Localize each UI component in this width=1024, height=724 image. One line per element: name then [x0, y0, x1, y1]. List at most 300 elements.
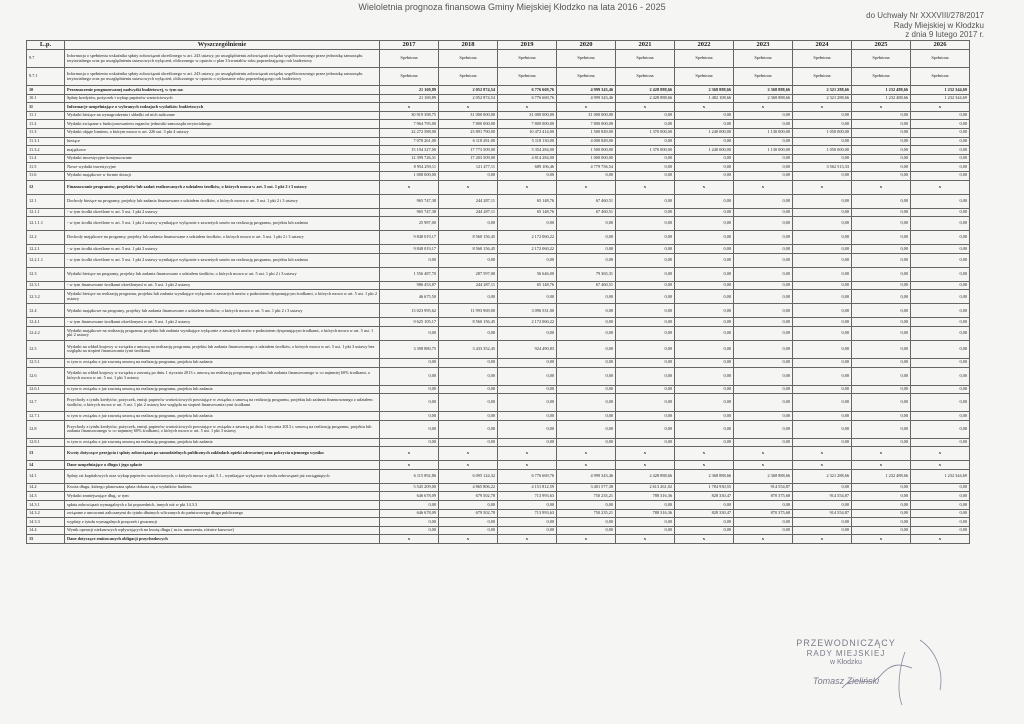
row-value: 0,00 [793, 367, 852, 385]
row-value: 0,00 [675, 367, 734, 385]
row-value: x [498, 461, 557, 470]
row-value: 0,00 [557, 438, 616, 447]
row-value: 0,00 [911, 526, 970, 535]
row-value: 965 747,38 [380, 208, 439, 217]
row-value: Spełniona [911, 50, 970, 68]
row-description: - w tym środki określone w art. 5 ust. 1 pkt 2 ustawy [65, 245, 380, 254]
row-value: 0,00 [498, 290, 557, 304]
row-value: 0,00 [734, 267, 793, 281]
row-value: x [498, 535, 557, 544]
row-value: 0,00 [675, 171, 734, 180]
row-value: x [380, 535, 439, 544]
row-value: 0,00 [675, 194, 734, 208]
row-value: Spełniona [675, 68, 734, 86]
row-value: 0,00 [793, 340, 852, 358]
row-value: 0,00 [616, 194, 675, 208]
row-value: 0,00 [734, 304, 793, 318]
row-value: 4 999 343,46 [557, 94, 616, 103]
row-value: x [616, 461, 675, 470]
row-number: 12.4.1 [27, 318, 65, 327]
row-value: 0,00 [734, 318, 793, 327]
row-value: 13 023 995,62 [380, 304, 439, 318]
row-value: Spełniona [734, 68, 793, 86]
row-value: x [911, 447, 970, 461]
row-value: x [557, 180, 616, 194]
row-description: Przeznaczenie prognozowanej nadwyżki budżetowej, w tym na: [65, 86, 380, 95]
row-value: 1 784 930,55 [675, 483, 734, 492]
row-value: 788 316,36 [616, 492, 675, 501]
row-description: w tym w związku z już zawartą umową na realizację programu, projektu lub zadania [65, 412, 380, 421]
row-description: Wydatki na wkład krajowy w związku z zawartą po dniu 1 stycznia 2013 r. umową na realizację programu, projektu lub zadania finansowanego w co najmniej 60% środkami, o których mowa w art. 5 ust. 1 pkt 3 ustawy [65, 367, 380, 385]
row-value: 0,00 [498, 385, 557, 394]
row-description: Wydatki majątkowe w formie dotacji [65, 171, 380, 180]
row-value: 713 993,63 [498, 492, 557, 501]
row-value: 0,00 [498, 358, 557, 367]
row-value: 244 287,11 [439, 208, 498, 217]
header-year: 2022 [675, 41, 734, 50]
row-number: 12.6 [27, 367, 65, 385]
header-year: 2025 [852, 41, 911, 50]
row-value: 0,00 [793, 171, 852, 180]
row-value: x [380, 103, 439, 112]
row-number: 11.3.2 [27, 146, 65, 155]
row-number: 14 [27, 461, 65, 470]
row-value: 0,00 [911, 217, 970, 231]
row-value: 2 368 888,66 [734, 469, 793, 483]
row-value: 5 545 209,00 [380, 483, 439, 492]
row-value: 0,00 [911, 194, 970, 208]
row-value: Spełniona [852, 68, 911, 86]
row-value: Spełniona [439, 68, 498, 86]
row-value: 56 646,00 [498, 267, 557, 281]
row-value: 244 287,11 [439, 281, 498, 290]
row-value: 0,00 [734, 154, 793, 163]
row-number: 12.1.1.1 [27, 217, 65, 231]
row-value: Spełniona [557, 50, 616, 68]
row-value: 67 460,51 [557, 281, 616, 290]
row-value: 8 954 259,11 [380, 163, 439, 172]
row-value: 0,00 [380, 420, 439, 438]
row-value: 750 235,21 [557, 509, 616, 518]
header-lp: L.p. [27, 41, 65, 50]
row-value: 0,00 [675, 385, 734, 394]
row-number: 12.5.1 [27, 358, 65, 367]
row-value: 0,00 [793, 501, 852, 510]
row-value: 0,00 [380, 253, 439, 267]
row-value: 5 354 284,00 [498, 146, 557, 155]
row-value: 0,00 [616, 267, 675, 281]
row-value: x [616, 180, 675, 194]
row-value: 3 562 513,33 [793, 163, 852, 172]
row-value: 46 675,50 [380, 290, 439, 304]
row-value: Spełniona [439, 50, 498, 68]
row-value: 1 482 108,66 [675, 94, 734, 103]
row-description: Dochody bieżące na programy, projekty lub zadania finansowane z udziałem środków, o których mowa w art. 5 ust. 1 pkt 2 i 3 ustawy [65, 194, 380, 208]
row-value: x [439, 447, 498, 461]
row-value: 3 401 577,38 [557, 483, 616, 492]
row-value: 0,00 [439, 518, 498, 527]
row-value: 2 613 261,02 [616, 483, 675, 492]
row-value: 1 130 000,00 [734, 146, 793, 155]
row-value: 0,00 [675, 120, 734, 129]
row-description: Przychody z tytułu kredytów, pożyczek, emisji papierów wartościowych powstające w związku z zawartą po dniu 1 stycznia 2013 r. umową na realizację programu, projektu lub zadania finansowanego w co najmniej 60% środkami, o których mowa w art. 5 ust. 1 pkt 3 ustawy [65, 420, 380, 438]
row-value: 0,00 [439, 394, 498, 412]
header-year: 2017 [380, 41, 439, 50]
row-value: 0,00 [911, 358, 970, 367]
row-value: 0,00 [911, 340, 970, 358]
row-value: x [675, 461, 734, 470]
row-value: 788 316,36 [616, 509, 675, 518]
row-value: x [852, 461, 911, 470]
row-number: 12.1 [27, 194, 65, 208]
row-value: x [852, 180, 911, 194]
row-value: 0,00 [616, 367, 675, 385]
row-value: 0,00 [380, 526, 439, 535]
row-value: 0,00 [498, 438, 557, 447]
row-value: 1 240 000,00 [675, 128, 734, 137]
row-value: 7 800 000,00 [498, 120, 557, 129]
row-value: 0,00 [911, 281, 970, 290]
row-value: x [439, 461, 498, 470]
row-value: 0,00 [734, 253, 793, 267]
row-value: 0,00 [675, 231, 734, 245]
row-value: 0,00 [557, 367, 616, 385]
row-number: 12.3.2 [27, 290, 65, 304]
row-value: 0,00 [616, 208, 675, 217]
row-value: 870 375,68 [734, 492, 793, 501]
row-value: 0,00 [793, 208, 852, 217]
row-value: 0,00 [675, 318, 734, 327]
row-value: 0,00 [793, 253, 852, 267]
row-value: 1 500 000,00 [557, 146, 616, 155]
row-value: 2 052 874,54 [439, 86, 498, 95]
row-value: 0,00 [498, 420, 557, 438]
row-value: 0,00 [734, 111, 793, 120]
row-value: 0,00 [852, 526, 911, 535]
row-value: x [734, 535, 793, 544]
row-value: 0,00 [616, 245, 675, 254]
row-number: 12.8 [27, 420, 65, 438]
row-value: 1 240 000,00 [675, 146, 734, 155]
row-value: 0,00 [616, 111, 675, 120]
row-value: 67 460,51 [557, 208, 616, 217]
row-value: x [911, 535, 970, 544]
row-value: 0,00 [734, 290, 793, 304]
row-description: spłata zobowiązań wymagalnych z lat poprzednich, innych niż w pkt 14.3.3 [65, 501, 380, 510]
row-value: Spełniona [793, 68, 852, 86]
row-value: 2 321 288,66 [793, 94, 852, 103]
row-number: 10 [27, 86, 65, 95]
row-value: 689 106,46 [498, 163, 557, 172]
row-value: Spełniona [498, 68, 557, 86]
row-value: x [616, 535, 675, 544]
row-value: 7 800 000,00 [557, 120, 616, 129]
row-number: 12.3.1 [27, 281, 65, 290]
row-value: 21 169,89 [380, 94, 439, 103]
row-number: 11.4 [27, 154, 65, 163]
row-value: 1 232 488,66 [852, 94, 911, 103]
row-value: 287 597,00 [439, 267, 498, 281]
row-description: Informacje uzupełniające o wybranych rodzajach wydatków budżetowych [65, 103, 380, 112]
row-value: 2 321 288,66 [793, 469, 852, 483]
row-value: x [852, 103, 911, 112]
row-value: 0,00 [852, 146, 911, 155]
row-value: 0,00 [852, 509, 911, 518]
row-value: Spełniona [675, 50, 734, 68]
row-value: 8 560 156,45 [439, 245, 498, 254]
row-value: x [793, 103, 852, 112]
row-value: x [557, 447, 616, 461]
header-year: 2024 [793, 41, 852, 50]
row-value: 0,00 [675, 526, 734, 535]
row-value: 23 891 790,00 [439, 128, 498, 137]
row-value: 0,00 [675, 163, 734, 172]
row-value: 65 148,76 [498, 281, 557, 290]
row-description: Wydatki związane z funkcjonowaniem organów jednostki samorządu terytorialnego [65, 120, 380, 129]
row-value: 0,00 [911, 304, 970, 318]
row-description: Wydatki objęte limitem, o którym mowa w art. 226 ust. 3 pkt 4 ustawy [65, 128, 380, 137]
row-value: 0,00 [911, 111, 970, 120]
row-value: 2 428 888,66 [616, 94, 675, 103]
row-value: 0,00 [439, 526, 498, 535]
row-value: 679 502,78 [439, 492, 498, 501]
row-value: 870 375,68 [734, 509, 793, 518]
row-value: 0,00 [911, 492, 970, 501]
row-number: 11.3.1 [27, 137, 65, 146]
row-value: 0,00 [675, 518, 734, 527]
row-description: Dane uzupełniające o długu i jego spłacie [65, 461, 380, 470]
row-value: 0,00 [793, 137, 852, 146]
row-value: 0,00 [911, 385, 970, 394]
row-value: 7 964 795,00 [380, 120, 439, 129]
row-value: 0,00 [793, 526, 852, 535]
row-value: Spełniona [380, 68, 439, 86]
row-number: 12.8.1 [27, 438, 65, 447]
row-value: 0,00 [675, 340, 734, 358]
row-value: 1 500 849,00 [557, 128, 616, 137]
row-description: majątkowe [65, 146, 380, 155]
row-description: związane z umowami zaliczanymi do tytułu dłużnych wliczanych do państwowego długu publicznego [65, 509, 380, 518]
row-value: 0,00 [734, 281, 793, 290]
row-value: 0,00 [380, 367, 439, 385]
row-value: 1 050 000,00 [793, 146, 852, 155]
row-value: 0,00 [911, 245, 970, 254]
row-number: 12.4.2 [27, 326, 65, 340]
row-value: 0,00 [852, 120, 911, 129]
row-value: x [380, 180, 439, 194]
row-value: x [557, 535, 616, 544]
row-value: 0,00 [911, 318, 970, 327]
row-number: 12.1.1 [27, 208, 65, 217]
row-value: Spełniona [616, 50, 675, 68]
row-value: 0,00 [557, 245, 616, 254]
row-value: 0,00 [793, 217, 852, 231]
row-value: 646 678,09 [380, 509, 439, 518]
row-number: 11.3 [27, 128, 65, 137]
row-value: 2 172 060,22 [498, 245, 557, 254]
row-value: 0,00 [793, 420, 852, 438]
row-value: 0,00 [734, 412, 793, 421]
row-value: 31 000 000,00 [498, 111, 557, 120]
row-number: 12.2.1.1 [27, 253, 65, 267]
row-description: Informacja o spełnieniu wskaźnika spłaty zobowiązań określonego w art. 243 ustawy, po uwzględnieniu zobowiązań związku współtworzonego przez jednostkę samorządu terytorialnego oraz po uwzględnieniu ustawowych wyłączeń, obliczonego w oparciu o wykonanie roku poprzedzającego rok budżetowy [65, 68, 380, 86]
row-number: 12.7 [27, 394, 65, 412]
row-value: 0,00 [911, 509, 970, 518]
row-value: 0,00 [793, 120, 852, 129]
row-description: Wydatki zmniejszające dług, w tym: [65, 492, 380, 501]
row-value: 0,00 [852, 245, 911, 254]
header-year: 2021 [616, 41, 675, 50]
row-value: 0,00 [852, 367, 911, 385]
signature-name: Tomasz Zieliński [812, 676, 880, 686]
row-value: 0,00 [616, 318, 675, 327]
row-value: 0,00 [911, 420, 970, 438]
row-value: 0,00 [557, 290, 616, 304]
row-value: 0,00 [734, 137, 793, 146]
row-value: 0,00 [675, 290, 734, 304]
row-value: 0,00 [734, 518, 793, 527]
row-description: Nowe wydatki inwestycyjne [65, 163, 380, 172]
row-value: 0,00 [852, 253, 911, 267]
row-number: 11.2 [27, 120, 65, 129]
row-description: Wydatki na wkład krajowy w związku z umową na realizację programu, projektu lub zadania finansowanego z udziałem środków, o których mowa w art. 5 ust. 1 pkt 3 ustawy bez względu na stopień finansowania tymi środkami [65, 340, 380, 358]
row-value: 2 172 060,22 [498, 231, 557, 245]
row-value: 0,00 [498, 367, 557, 385]
row-value: 0,00 [439, 412, 498, 421]
row-value: 0,00 [852, 340, 911, 358]
row-value: 2 368 888,66 [734, 94, 793, 103]
row-value: 31 000 000,00 [557, 111, 616, 120]
row-value: 0,00 [852, 304, 911, 318]
row-value: 0,00 [675, 217, 734, 231]
row-description: Przychody z tytułu kredytów, pożyczek, emisji papierów wartościowych powstające w związku z umową na realizację programu, projektu lub zadania finansowanego z udziałem środków, o których mowa w art. 5 ust. 1 pkt 2 ustawy bez względu na stopień finansowania tymi środkami [65, 394, 380, 412]
row-value: 0,00 [616, 518, 675, 527]
row-value: 31 000 000,00 [439, 111, 498, 120]
row-value: 3 096 531,00 [498, 304, 557, 318]
row-value: 0,00 [380, 412, 439, 421]
row-value: 1 232 344,69 [911, 94, 970, 103]
row-description: Dochody majątkowe na programy, projekty lub zadania finansowane z udziałem środków, o których mowa w art. 5 ust. 1 pkt 2 i 3 ustawy [65, 231, 380, 245]
row-value: x [498, 103, 557, 112]
row-value: x [557, 461, 616, 470]
stamp-city: w Kłodzku [830, 659, 862, 666]
row-value: 0,00 [498, 217, 557, 231]
row-value: 0,00 [380, 501, 439, 510]
row-value: 0,00 [439, 367, 498, 385]
row-value: 4 999 343,46 [557, 86, 616, 95]
header-description: Wyszczególnienie [65, 41, 380, 50]
row-value: 0,00 [734, 367, 793, 385]
row-number: 12.3 [27, 267, 65, 281]
resolution-number: do Uchwały Nr XXXVIII/278/2017 [866, 11, 984, 20]
row-value: 4 865 806,22 [439, 483, 498, 492]
row-value: 0,00 [734, 208, 793, 217]
row-value: 0,00 [911, 120, 970, 129]
row-value: 0,00 [439, 385, 498, 394]
row-value: 0,00 [852, 394, 911, 412]
row-value: 4 999 343,46 [557, 469, 616, 483]
row-value: 1 000 000,00 [557, 154, 616, 163]
row-value: 4 814 284,00 [498, 154, 557, 163]
row-value: x [498, 180, 557, 194]
row-description: w tym w związku z już zawartą umową na realizację programu, projektu lub zadania [65, 385, 380, 394]
row-value: 0,00 [911, 154, 970, 163]
row-value: 3 433 352,45 [439, 340, 498, 358]
row-value: 0,00 [675, 394, 734, 412]
row-value: 2 368 888,66 [734, 86, 793, 95]
row-number: 12.7.1 [27, 412, 65, 421]
row-value: 0,00 [439, 217, 498, 231]
row-value: 0,00 [557, 231, 616, 245]
row-value: 0,00 [911, 137, 970, 146]
row-value: 0,00 [734, 217, 793, 231]
row-description: wypłaty z tytułu wymagalnych poręczeń i gwarancji [65, 518, 380, 527]
row-value: 0,00 [793, 290, 852, 304]
row-value: 6 115 892,86 [380, 469, 439, 483]
row-value: 0,00 [498, 171, 557, 180]
row-description: Wydatki bieżące na wynagrodzenia i składki od nich naliczane [65, 111, 380, 120]
row-value: 0,00 [793, 326, 852, 340]
row-value: 0,00 [793, 394, 852, 412]
row-value: 6 776 669,76 [498, 86, 557, 95]
row-description: w tym w związku z już zawartą umową na realizację programu, projektu lub zadania [65, 438, 380, 447]
row-value: 25 987,00 [380, 217, 439, 231]
row-value: x [852, 535, 911, 544]
row-value: x [439, 180, 498, 194]
row-value: 0,00 [616, 120, 675, 129]
resolution-date: z dnia 9 lutego 2017 r. [905, 30, 984, 39]
row-value: 1 370 000,00 [616, 128, 675, 137]
row-description: - w tym środki określone w art. 5 ust. 1 pkt 2 ustawy [65, 208, 380, 217]
row-value: 0,00 [498, 501, 557, 510]
row-value: 0,00 [498, 253, 557, 267]
row-description: - w tym środki określone w art. 5 ust. 1 pkt 2 ustawy wynikające wyłącznie z zawartych umów na realizację programu, projektu lub zadania [65, 253, 380, 267]
row-value: 0,00 [616, 163, 675, 172]
row-value: 0,00 [911, 171, 970, 180]
row-value: Spełniona [734, 50, 793, 68]
row-description: Spłaty kredytów, pożyczek i wykup papierów wartościowych [65, 94, 380, 103]
row-value: 0,00 [498, 412, 557, 421]
row-value: Spełniona [793, 50, 852, 68]
row-value: 0,00 [439, 358, 498, 367]
row-value: 1 556 487,70 [380, 267, 439, 281]
row-value: 0,00 [675, 412, 734, 421]
row-value: 0,00 [380, 394, 439, 412]
row-value: 0,00 [911, 253, 970, 267]
row-value: 1 232 344,69 [911, 469, 970, 483]
row-value: 3 398 880,75 [380, 340, 439, 358]
row-value: x [793, 461, 852, 470]
row-value: 0,00 [557, 340, 616, 358]
row-description: Wydatki majątkowe na programy, projekty lub zadania finansowane z udziałem środków, o których mowa w art. 5 ust. 1 pkt 2 i 3 ustawy [65, 304, 380, 318]
row-value: 0,00 [911, 267, 970, 281]
row-value: 0,00 [439, 171, 498, 180]
row-value: 0,00 [852, 208, 911, 217]
row-value: 8 560 156,45 [439, 318, 498, 327]
row-value: 0,00 [557, 394, 616, 412]
row-number: 12 [27, 180, 65, 194]
row-value: 0,00 [616, 412, 675, 421]
row-value: 0,00 [911, 367, 970, 385]
row-value: 0,00 [616, 385, 675, 394]
row-value: 0,00 [675, 208, 734, 217]
row-value: 1 008 000,00 [380, 171, 439, 180]
row-description: Kwota długu, którego planowana spłata dokona się z wydatków budżetu [65, 483, 380, 492]
row-value: 750 235,21 [557, 492, 616, 501]
row-value: x [439, 103, 498, 112]
row-value: 914 554,87 [793, 509, 852, 518]
row-value: 1 232 488,66 [852, 469, 911, 483]
